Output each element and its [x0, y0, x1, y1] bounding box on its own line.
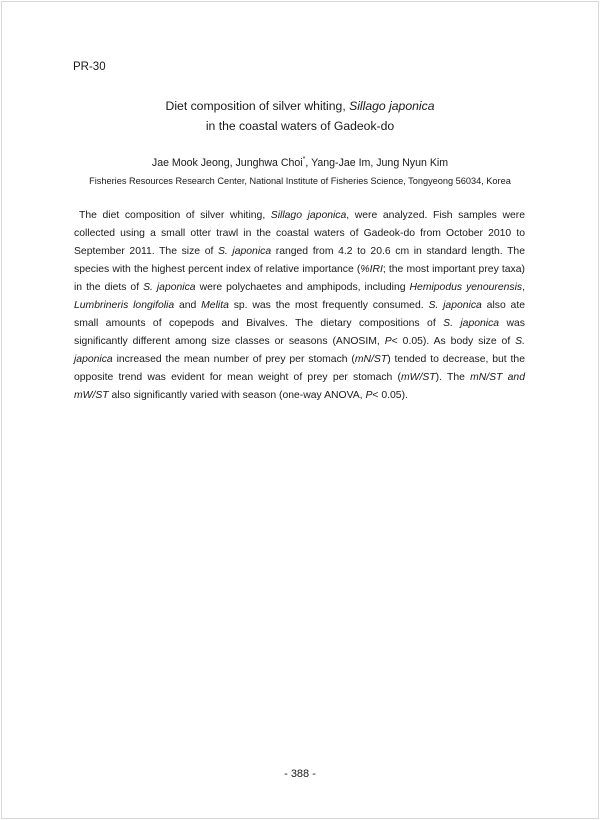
- abstract-text-run: also ate small amounts of copepods and Bivalves. The dietary compositions of: [74, 300, 525, 329]
- abstract-italic-term: mN/ST: [354, 354, 388, 365]
- abstract-text-run: also significantly varied with season (one-way ANOVA,: [108, 390, 366, 401]
- title-line-1: [0, 96, 600, 116]
- abstract-text-run: ; the most important prey taxa) in the diets of: [74, 264, 525, 293]
- abstract-text-run: < 0.05). As body size of: [391, 336, 516, 347]
- title-line-2: in the coastal waters of Gadeok-do: [205, 119, 395, 133]
- abstract-text-run: sp. was the most frequently consumed.: [228, 300, 429, 311]
- title-species: Sillago japonica: [349, 99, 435, 113]
- abstract-text-run: The diet composition of silver whiting,: [79, 210, 271, 221]
- abstract-text-run: , were analyzed. Fish samples were collected using a small otter trawl in the coastal waters of Gadeok-do from October 2010 to September 2011. The size of: [74, 210, 525, 257]
- abstract-italic-term: S. japonica: [428, 300, 482, 311]
- abstract-italic-term: Hemipodus yenourensis: [409, 282, 523, 293]
- abstract-italic-term: mW/ST: [401, 372, 436, 383]
- authors-part-1: Jae Mook Jeong, Junghwa Choi: [151, 157, 303, 169]
- title-text: Diet composition of silver whiting,: [165, 99, 350, 113]
- abstract-italic-term: S. japonica: [217, 246, 272, 257]
- abstract-italic-term: %IRI: [360, 264, 383, 275]
- abstract-italic-term: P: [384, 336, 392, 347]
- page-number: - 388 -: [284, 768, 316, 780]
- abstract-text-run: < 0.05).: [372, 390, 408, 401]
- affiliation: Fisheries Resources Research Center, National Institute of Fisheries Science, Tongyeong 56034, Korea: [89, 176, 511, 186]
- abstract-body: [74, 207, 525, 405]
- abstract-text-run: increased the mean number of prey per stomach (: [112, 354, 355, 365]
- abstract-italic-term: S. japonica: [143, 282, 196, 293]
- abstract-text-run: and: [174, 300, 202, 311]
- paper-title: [0, 96, 600, 136]
- abstract-italic-term: S. japonica: [443, 318, 500, 329]
- abstract-code: PR-30: [73, 61, 106, 73]
- abstract-text-run: was significantly different among size classes or seasons (ANOSIM,: [74, 318, 525, 347]
- abstract-italic-term: Lumbrineris longifolia: [74, 300, 175, 311]
- abstract-italic-term: S. japonica: [74, 336, 525, 365]
- authors-part-2: , Yang-Jae Im, Jung Nyun Kim: [305, 157, 449, 169]
- corresponding-author-mark: *: [302, 156, 306, 163]
- abstract-italic-term: P: [365, 390, 373, 401]
- abstract-text-run: ranged from 4.2 to 20.6 cm in standard length. The species with the highest percent index of relative importance (: [74, 246, 525, 275]
- abstract-text-run: were polychaetes and amphipods, including: [195, 282, 410, 293]
- abstract-italic-term: Sillago japonica: [270, 210, 347, 221]
- abstract-paragraph: [74, 207, 525, 405]
- abstract-italic-term: Melita: [201, 300, 229, 311]
- abstract-text-run: ). The: [435, 372, 471, 383]
- abstract-italic-term: mN/ST and mW/ST: [74, 372, 525, 401]
- author-list: [0, 156, 600, 169]
- abstract-text-run: ,: [522, 282, 525, 293]
- abstract-text-run: ) tended to decrease, but the opposite trend was evident for mean weight of prey per stomach (: [74, 354, 525, 383]
